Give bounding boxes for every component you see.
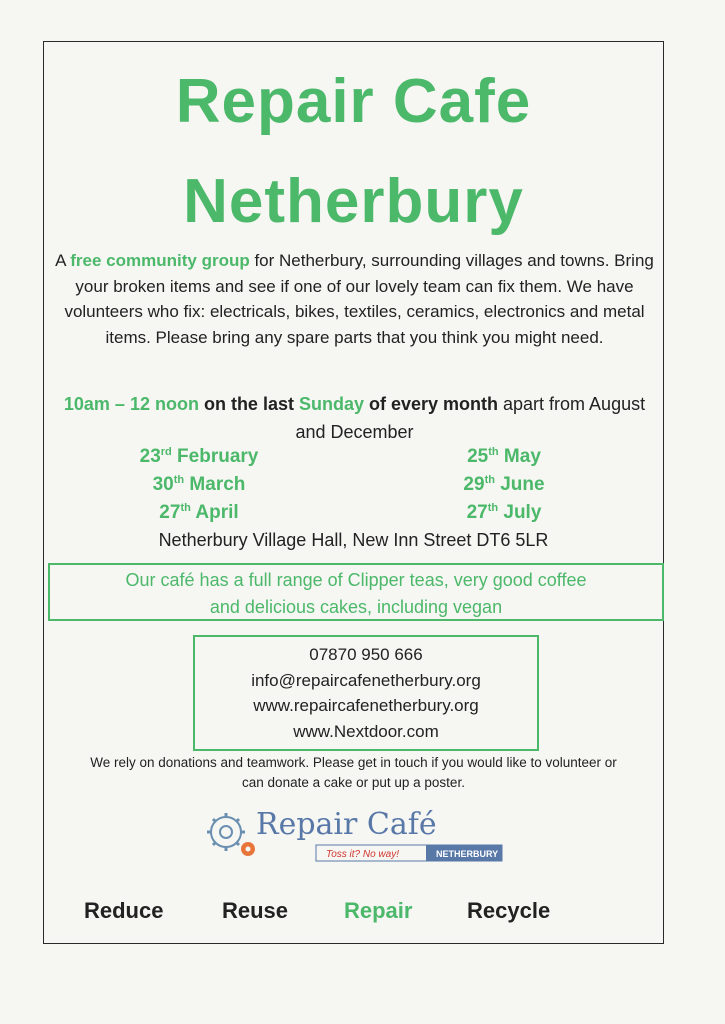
schedule-exception: apart from August and December <box>295 394 646 442</box>
schedule-on-the-last: on the last <box>198 394 299 414</box>
contact-nextdoor[interactable]: www.Nextdoor.com <box>293 721 439 741</box>
slogan-recycle: Recycle <box>467 898 551 923</box>
donation-note <box>44 753 663 793</box>
intro-lead: A <box>55 251 71 270</box>
schedule-every-month: of every month <box>363 394 499 414</box>
intro-body: for Netherbury, surrounding villages and towns. Bring your broken items and see if one of our lovely team can fix them. We have volunteers who fix: electricals, bikes, textiles, ceramics, electronics and metal items. Please bring any spare parts that you think you might need. <box>64 251 654 347</box>
date-item: 29th June <box>463 474 545 495</box>
venue-address: Netherbury Village Hall, New Inn Street DT6 5LR <box>158 530 549 550</box>
date-item: 23rd February <box>139 446 259 467</box>
slogan-reduce: Reduce <box>84 898 164 923</box>
slogan-reuse: Reuse <box>222 898 289 923</box>
schedule-day: Sunday <box>298 394 364 414</box>
slogan-repair: Repair <box>344 898 413 923</box>
date-item: 27th July <box>466 502 542 523</box>
note-line-2: can donate a cake or put up a poster. <box>242 775 465 790</box>
logo-place: NETHERBURY <box>436 849 499 859</box>
note-line-1: We rely on donations and teamwork. Please get in touch if you would like to volunteer or <box>90 755 617 770</box>
contact-box <box>193 635 539 751</box>
schedule-time: 10am – 12 noon <box>63 394 199 414</box>
cafe-info-box <box>48 563 664 621</box>
cafe-line-1: Our café has a full range of Clipper teas, very good coffee <box>125 570 587 590</box>
logo-wordmark: Repair Café <box>256 807 437 842</box>
date-item: 30th March <box>152 474 246 495</box>
small-gear-icon <box>241 842 255 856</box>
cafe-line-2: and delicious cakes, including vegan <box>209 597 503 617</box>
date-item: 27th April <box>159 502 239 523</box>
schedule-text <box>49 390 660 446</box>
date-item: 25th May <box>467 446 541 467</box>
contact-website[interactable]: www.repaircafenetherbury.org <box>253 696 479 715</box>
title-line-2: Netherbury <box>183 167 524 236</box>
intro-highlight: free community group <box>70 251 250 270</box>
logo-tagline: Toss it? No way! <box>326 849 399 860</box>
intro-paragraph <box>54 248 655 350</box>
contact-phone[interactable]: 07870 950 666 <box>309 645 423 664</box>
poster <box>43 41 664 944</box>
gear-icon <box>207 813 245 851</box>
repair-cafe-logo <box>204 802 504 866</box>
title-line-1: Repair Cafe <box>175 67 532 136</box>
contact-email[interactable]: info@repaircafenetherbury.org <box>251 670 481 690</box>
